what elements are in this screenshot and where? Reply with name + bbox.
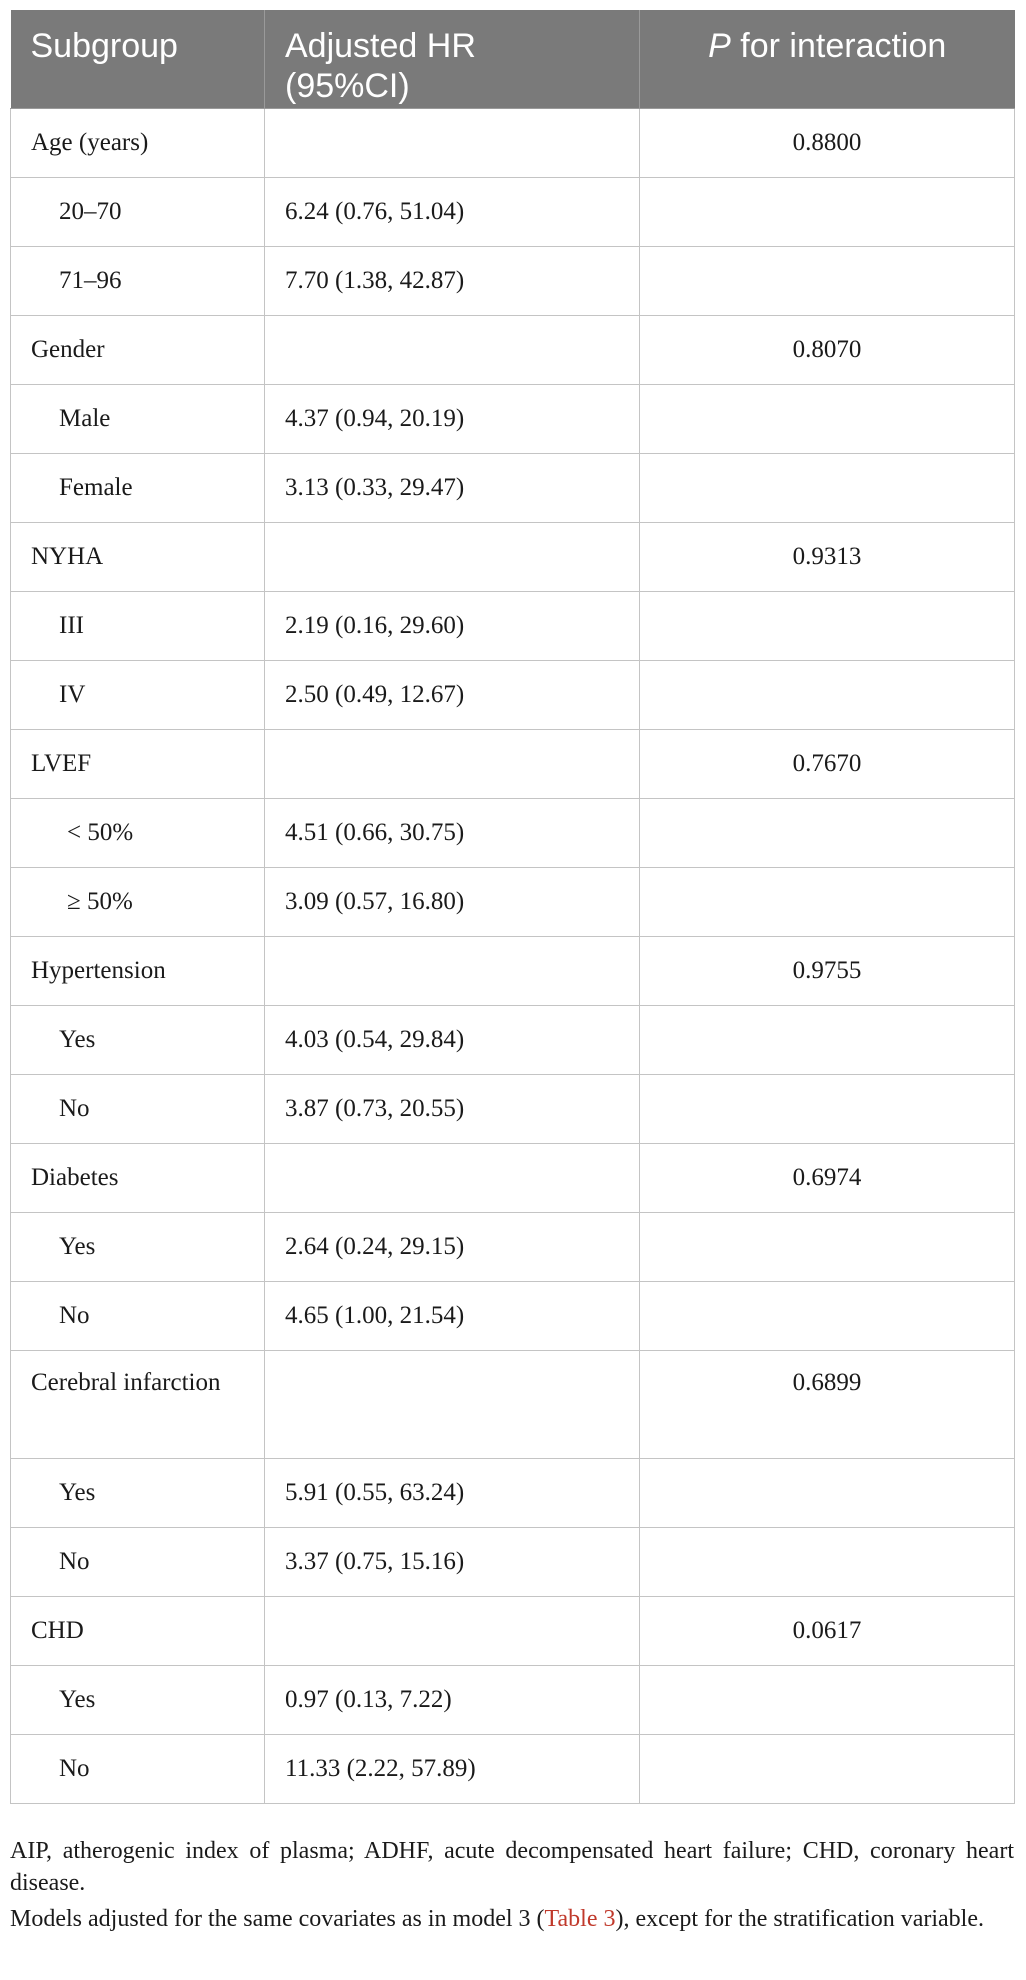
- table-row: [11, 1212, 1015, 1281]
- subgroup-cell: Age (years): [11, 108, 265, 177]
- subgroup-cell: No: [11, 1734, 265, 1803]
- table-group-row: [11, 729, 1015, 798]
- adjusted-hr-cell: [265, 1596, 640, 1665]
- adjusted-hr-cell: 2.19 (0.16, 29.60): [265, 591, 640, 660]
- subgroup-cell: Yes: [11, 1458, 265, 1527]
- adjusted-hr-cell: 4.37 (0.94, 20.19): [265, 384, 640, 453]
- p-interaction-cell: 0.7670: [640, 729, 1015, 798]
- p-interaction-cell: [640, 1005, 1015, 1074]
- p-interaction-cell: [640, 1458, 1015, 1527]
- p-interaction-cell: 0.9755: [640, 936, 1015, 1005]
- p-interaction-cell: [640, 1281, 1015, 1350]
- table-group-row: [11, 936, 1015, 1005]
- p-interaction-cell: [640, 867, 1015, 936]
- p-interaction-cell: [640, 177, 1015, 246]
- subgroup-cell: CHD: [11, 1596, 265, 1665]
- header-hr-line2: (95%CI): [285, 67, 410, 105]
- subgroup-cell: LVEF: [11, 729, 265, 798]
- adjusted-hr-cell: 2.50 (0.49, 12.67): [265, 660, 640, 729]
- table-group-row: [11, 108, 1015, 177]
- subgroup-cell: Yes: [11, 1665, 265, 1734]
- table-3-link[interactable]: Table 3: [544, 1906, 616, 1932]
- footnote-models-before: Models adjusted for the same covariates as in model 3 (: [10, 1906, 545, 1932]
- p-interaction-cell: [640, 1527, 1015, 1596]
- table-row: [11, 246, 1015, 315]
- adjusted-hr-cell: 0.97 (0.13, 7.22): [265, 1665, 640, 1734]
- adjusted-hr-cell: 11.33 (2.22, 57.89): [265, 1734, 640, 1803]
- p-interaction-cell: [640, 453, 1015, 522]
- adjusted-hr-cell: 6.24 (0.76, 51.04): [265, 177, 640, 246]
- table-row: [11, 1458, 1015, 1527]
- header-p-italic: P: [708, 27, 731, 65]
- p-interaction-cell: [640, 1734, 1015, 1803]
- p-interaction-cell: 0.9313: [640, 522, 1015, 591]
- table-row: [11, 384, 1015, 453]
- table-group-row: [11, 315, 1015, 384]
- subgroup-cell: Female: [11, 453, 265, 522]
- table-group-row: [11, 1596, 1015, 1665]
- adjusted-hr-cell: 3.87 (0.73, 20.55): [265, 1074, 640, 1143]
- p-interaction-cell: 0.6974: [640, 1143, 1015, 1212]
- adjusted-hr-cell: 3.13 (0.33, 29.47): [265, 453, 640, 522]
- footnote-abbreviations: AIP, atherogenic index of plasma; ADHF, acute decompensated heart failure; CHD, coronary heart disease.: [10, 1838, 1014, 1896]
- adjusted-hr-cell: [265, 936, 640, 1005]
- p-interaction-cell: [640, 591, 1015, 660]
- subgroup-cell: < 50%: [11, 798, 265, 867]
- p-interaction-cell: [640, 798, 1015, 867]
- adjusted-hr-cell: [265, 729, 640, 798]
- subgroup-cell: IV: [11, 660, 265, 729]
- subgroup-cell: ≥ 50%: [11, 867, 265, 936]
- p-interaction-cell: [640, 1074, 1015, 1143]
- header-row: [11, 10, 1015, 108]
- subgroup-cell: Yes: [11, 1005, 265, 1074]
- subgroup-cell: NYHA: [11, 522, 265, 591]
- header-hr-line1: Adjusted HR: [285, 27, 476, 65]
- subgroup-cell: No: [11, 1527, 265, 1596]
- table-row: [11, 591, 1015, 660]
- table-group-row: [11, 1350, 1015, 1458]
- adjusted-hr-cell: 3.09 (0.57, 16.80): [265, 867, 640, 936]
- table-row: [11, 798, 1015, 867]
- adjusted-hr-cell: 5.91 (0.55, 63.24): [265, 1458, 640, 1527]
- header-adjusted-hr: [265, 10, 640, 108]
- table-body: [11, 108, 1015, 1803]
- header-p-interaction: [640, 10, 1015, 108]
- subgroup-cell: Cerebral infarction: [11, 1350, 265, 1458]
- p-interaction-cell: 0.6899: [640, 1350, 1015, 1458]
- table-row: [11, 1527, 1015, 1596]
- p-interaction-cell: 0.0617: [640, 1596, 1015, 1665]
- adjusted-hr-cell: 3.37 (0.75, 15.16): [265, 1527, 640, 1596]
- subgroup-analysis-table: [10, 10, 1015, 1804]
- table-row: [11, 867, 1015, 936]
- adjusted-hr-cell: 2.64 (0.24, 29.15): [265, 1212, 640, 1281]
- p-interaction-cell: [640, 384, 1015, 453]
- header-p-rest: for interaction: [730, 27, 947, 65]
- subgroup-cell: Gender: [11, 315, 265, 384]
- table-row: [11, 1665, 1015, 1734]
- subgroup-cell: Diabetes: [11, 1143, 265, 1212]
- adjusted-hr-cell: [265, 108, 640, 177]
- subgroup-cell: 71–96: [11, 246, 265, 315]
- table-row: [11, 1074, 1015, 1143]
- adjusted-hr-cell: 4.65 (1.00, 21.54): [265, 1281, 640, 1350]
- subgroup-cell: Hypertension: [11, 936, 265, 1005]
- subgroup-cell: No: [11, 1281, 265, 1350]
- table-row: [11, 453, 1015, 522]
- adjusted-hr-cell: [265, 1350, 640, 1458]
- subgroup-cell: III: [11, 591, 265, 660]
- p-interaction-cell: [640, 660, 1015, 729]
- adjusted-hr-cell: [265, 1143, 640, 1212]
- p-interaction-cell: 0.8070: [640, 315, 1015, 384]
- p-interaction-cell: [640, 1665, 1015, 1734]
- adjusted-hr-cell: 4.51 (0.66, 30.75): [265, 798, 640, 867]
- footnote-models: [10, 1903, 1014, 1935]
- subgroup-cell: Yes: [11, 1212, 265, 1281]
- adjusted-hr-cell: 7.70 (1.38, 42.87): [265, 246, 640, 315]
- header-subgroup: Subgroup: [11, 10, 265, 108]
- table-row: [11, 1734, 1015, 1803]
- p-interaction-cell: [640, 246, 1015, 315]
- subgroup-cell: 20–70: [11, 177, 265, 246]
- p-interaction-cell: 0.8800: [640, 108, 1015, 177]
- subgroup-cell: Male: [11, 384, 265, 453]
- subgroup-cell: No: [11, 1074, 265, 1143]
- footnote-models-after: ), except for the stratification variable.: [615, 1906, 984, 1932]
- adjusted-hr-cell: 4.03 (0.54, 29.84): [265, 1005, 640, 1074]
- adjusted-hr-cell: [265, 315, 640, 384]
- table-header: [11, 10, 1015, 108]
- table-group-row: [11, 1143, 1015, 1212]
- table-row: [11, 660, 1015, 729]
- table-group-row: [11, 522, 1015, 591]
- table-row: [11, 177, 1015, 246]
- adjusted-hr-cell: [265, 522, 640, 591]
- table-row: [11, 1281, 1015, 1350]
- table-row: [11, 1005, 1015, 1074]
- p-interaction-cell: [640, 1212, 1015, 1281]
